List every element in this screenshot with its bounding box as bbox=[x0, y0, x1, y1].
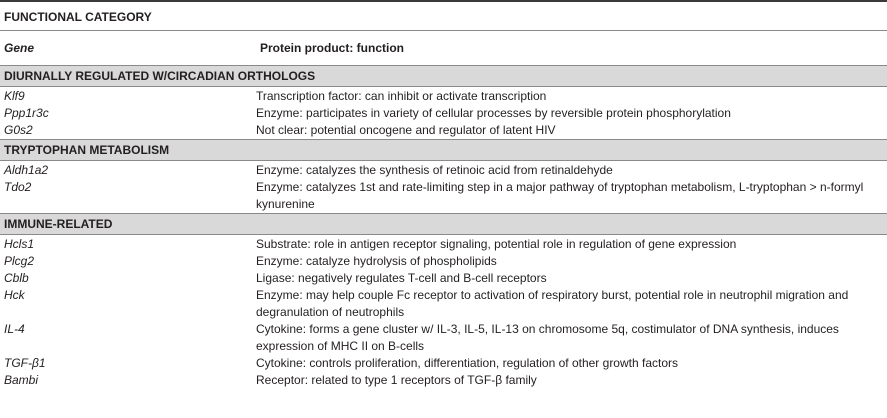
gene-cell: Hck bbox=[4, 288, 25, 302]
section-header: DIURNALLY REGULATED W/CIRCADIAN ORTHOLOGS bbox=[0, 65, 887, 87]
table-row bbox=[0, 287, 887, 321]
gene-cell: Aldh1a2 bbox=[4, 163, 49, 177]
gene-cell: Plcg2 bbox=[4, 254, 35, 268]
section-header: IMMUNE-RELATED bbox=[0, 213, 887, 235]
gene-cell: Ppp1r3c bbox=[4, 106, 49, 120]
table-row bbox=[0, 355, 887, 372]
column-header-protein: Protein product: function bbox=[260, 41, 404, 55]
function-cell: Enzyme: catalyzes 1st and rate-limiting step in a major pathway of tryptophan metabolism, L-tryptophan > n-formyl kynurenine bbox=[256, 180, 864, 211]
table-row bbox=[0, 372, 887, 389]
table-row bbox=[0, 161, 887, 179]
column-header-row bbox=[0, 31, 887, 65]
table-row bbox=[0, 105, 887, 122]
table-row bbox=[0, 321, 887, 355]
gene-cell: Bambi bbox=[4, 373, 39, 387]
function-cell: Ligase: negatively regulates T-cell and B-cell receptors bbox=[256, 271, 547, 285]
gene-cell: Klf9 bbox=[4, 89, 25, 103]
column-header-gene: Gene bbox=[4, 41, 35, 55]
table-row bbox=[0, 253, 887, 270]
table-row bbox=[0, 270, 887, 287]
gene-cell: G0s2 bbox=[4, 123, 33, 137]
function-cell: Enzyme: catalyzes the synthesis of retinoic acid from retinaldehyde bbox=[256, 163, 613, 177]
gene-cell: Cblb bbox=[4, 271, 29, 285]
table-row bbox=[0, 179, 887, 213]
function-cell: Receptor: related to type 1 receptors of TGF-β family bbox=[256, 373, 537, 387]
section-header: TRYPTOPHAN METABOLISM bbox=[0, 139, 887, 161]
function-cell: Not clear: potential oncogene and regulator of latent HIV bbox=[256, 123, 556, 137]
function-cell: Cytokine: forms a gene cluster w/ IL-3, IL-5, IL-13 on chromosome 5q, costimulator of DNA synthesis, induces expression of MHC II on B-cells bbox=[256, 322, 839, 353]
function-cell: Transcription factor: can inhibit or activate transcription bbox=[256, 89, 547, 103]
function-cell: Substrate: role in antigen receptor signaling, potential role in regulation of gene expression bbox=[256, 237, 737, 251]
table-title: FUNCTIONAL CATEGORY bbox=[4, 10, 152, 24]
function-cell: Cytokine: controls proliferation, differentiation, regulation of other growth factors bbox=[256, 356, 679, 370]
table-row bbox=[0, 122, 887, 139]
gene-cell: TGF-β1 bbox=[4, 356, 46, 370]
function-cell: Enzyme: catalyze hydrolysis of phospholipids bbox=[256, 254, 497, 268]
gene-cell: IL-4 bbox=[4, 322, 25, 336]
function-cell: Enzyme: participates in variety of cellular processes by reversible protein phosphorylation bbox=[256, 106, 731, 120]
gene-cell: Tdo2 bbox=[4, 180, 32, 194]
table-row bbox=[0, 235, 887, 253]
gene-cell: Hcls1 bbox=[4, 237, 35, 251]
function-cell: Enzyme: may help couple Fc receptor to activation of respiratory burst, potential role in neutrophil migration and degranulation of neutrophils bbox=[256, 288, 849, 319]
table-row bbox=[0, 87, 887, 105]
